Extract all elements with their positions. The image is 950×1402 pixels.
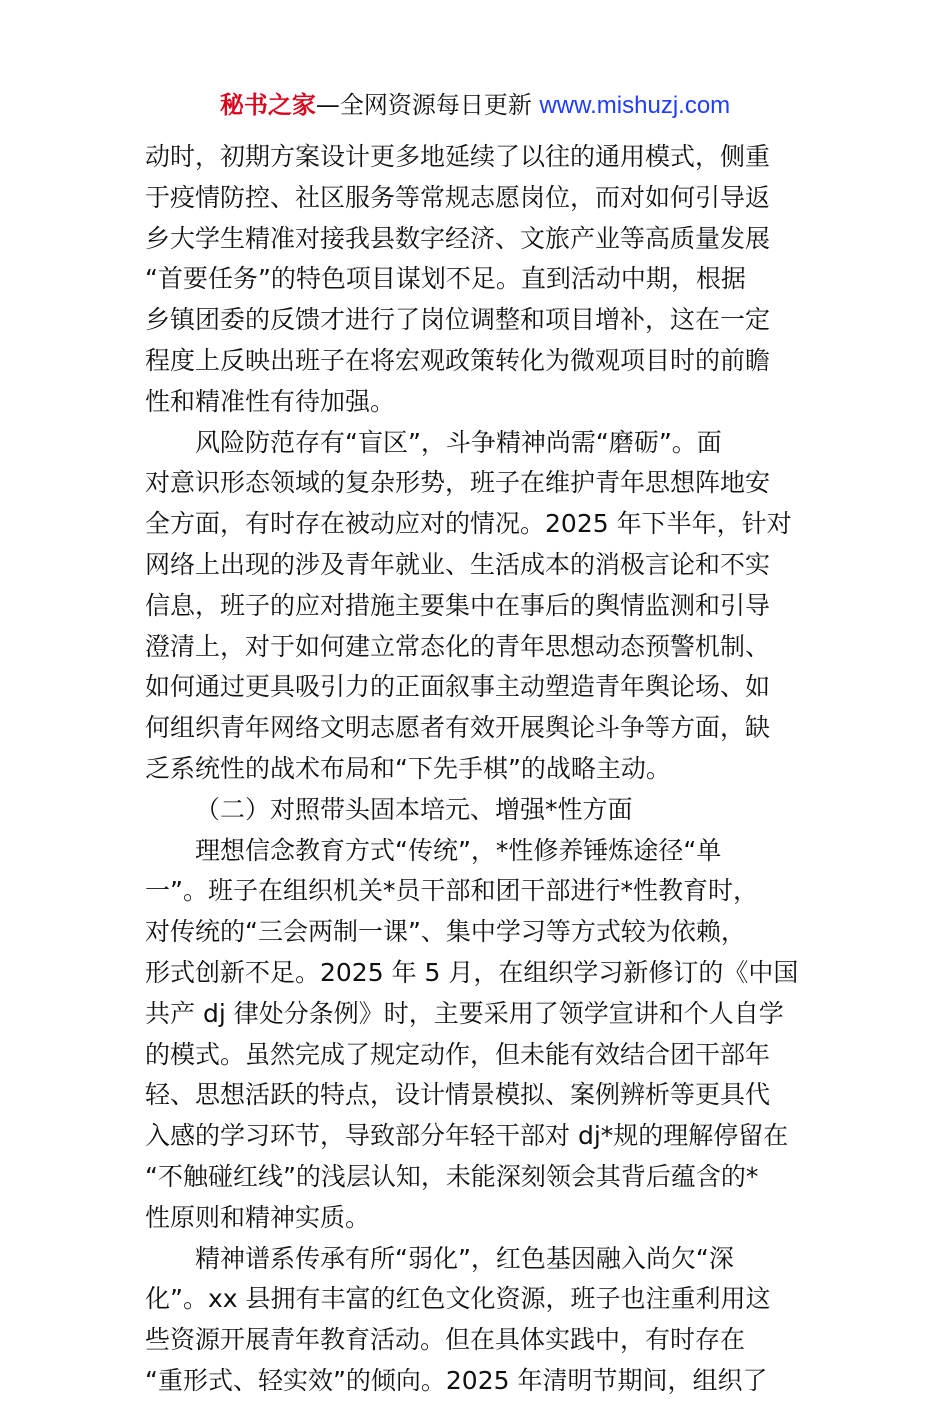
text-line: 乏系统性的战术布局和“下先手棋”的战略主动。 xyxy=(145,753,671,783)
text-line: 化”。xx 县拥有丰富的红色文化资源，班子也注重利用这 xyxy=(145,1284,771,1314)
paragraph-start-line: 精神谱系传承有所“弱化”，红色基因融入尚欠“深 xyxy=(195,1243,734,1273)
text-line: 何组织青年网络文明志愿者有效开展舆论斗争等方面，缺 xyxy=(145,713,771,743)
text-line: 对传统的“三会两制一课”、集中学习等方式较为依赖， xyxy=(145,917,746,947)
site-header xyxy=(0,89,950,122)
text-line: 澄清上，对于如何建立常态化的青年思想动态预警机制、 xyxy=(145,631,771,661)
text-line: “不触碰红线”的浅层认知，未能深刻领会其背后蕴含的* xyxy=(145,1161,759,1191)
paragraph-start-line: 理想信念教育方式“传统”，*性修养锤炼途径“单 xyxy=(195,835,722,865)
text-line: 乡镇团委的反馈才进行了岗位调整和项目增补，这在一定 xyxy=(145,305,771,335)
text-line: 性原则和精神实质。 xyxy=(145,1202,371,1232)
paragraph-start-line: 风险防范存有“盲区”，斗争精神尚需“磨砺”。面 xyxy=(195,427,722,457)
text-line: 共产 dj 律处分条例》时，主要采用了领学宣讲和个人自学 xyxy=(145,998,784,1028)
text-line: 轻、思想活跃的特点，设计情景模拟、案例辨析等更具代 xyxy=(145,1080,771,1110)
site-brand: 秘书之家 xyxy=(219,91,316,119)
text-line: 些资源开展青年教育活动。但在具体实践中，有时存在 xyxy=(145,1325,746,1355)
text-line: 动时，初期方案设计更多地延续了以往的通用模式，侧重 xyxy=(145,142,771,171)
text-line: 如何通过更具吸引力的正面叙事主动塑造青年舆论场、如 xyxy=(145,672,771,702)
text-line: 程度上反映出班子在将宏观政策转化为微观项目时的前瞻 xyxy=(145,345,771,375)
text-line: 信息，班子的应对措施主要集中在事后的舆情监测和引导 xyxy=(145,590,771,620)
text-line: 性和精准性有待加强。 xyxy=(145,386,396,416)
text-line: 的模式。虽然完成了规定动作，但未能有效结合团干部年 xyxy=(145,1039,771,1069)
site-slogan: —全网资源每日更新 xyxy=(315,91,540,119)
text-line: 对意识形态领域的复杂形势，班子在维护青年思想阵地安 xyxy=(145,468,771,498)
site-url[interactable]: www.mishuzj.com xyxy=(539,92,731,119)
text-line: 乡大学生精准对接我县数字经济、文旅产业等高质量发展 xyxy=(145,223,771,253)
text-line: 网络上出现的涉及青年就业、生活成本的消极言论和不实 xyxy=(145,549,771,579)
text-line: 全方面，有时存在被动应对的情况。2025 年下半年，针对 xyxy=(145,509,792,539)
text-line: 入感的学习环节，导致部分年轻干部对 dj*规的理解停留在 xyxy=(145,1121,789,1151)
text-line: “首要任务”的特色项目谋划不足。直到活动中期，根据 xyxy=(145,264,746,294)
text-line: 一”。班子在组织机关*员干部和团干部进行*性教育时， xyxy=(145,876,758,906)
text-line: 形式创新不足。2025 年 5 月，在组织学习新修订的《中国 xyxy=(145,957,799,987)
document-body xyxy=(145,137,807,1402)
text-line: “重形式、轻实效”的倾向。2025 年清明节期间，组织了 xyxy=(145,1365,768,1395)
section-heading: （二）对照带头固本培元、增强*性方面 xyxy=(195,794,633,824)
text-line: 于疫情防控、社区服务等常规志愿岗位，而对如何引导返 xyxy=(145,182,771,212)
